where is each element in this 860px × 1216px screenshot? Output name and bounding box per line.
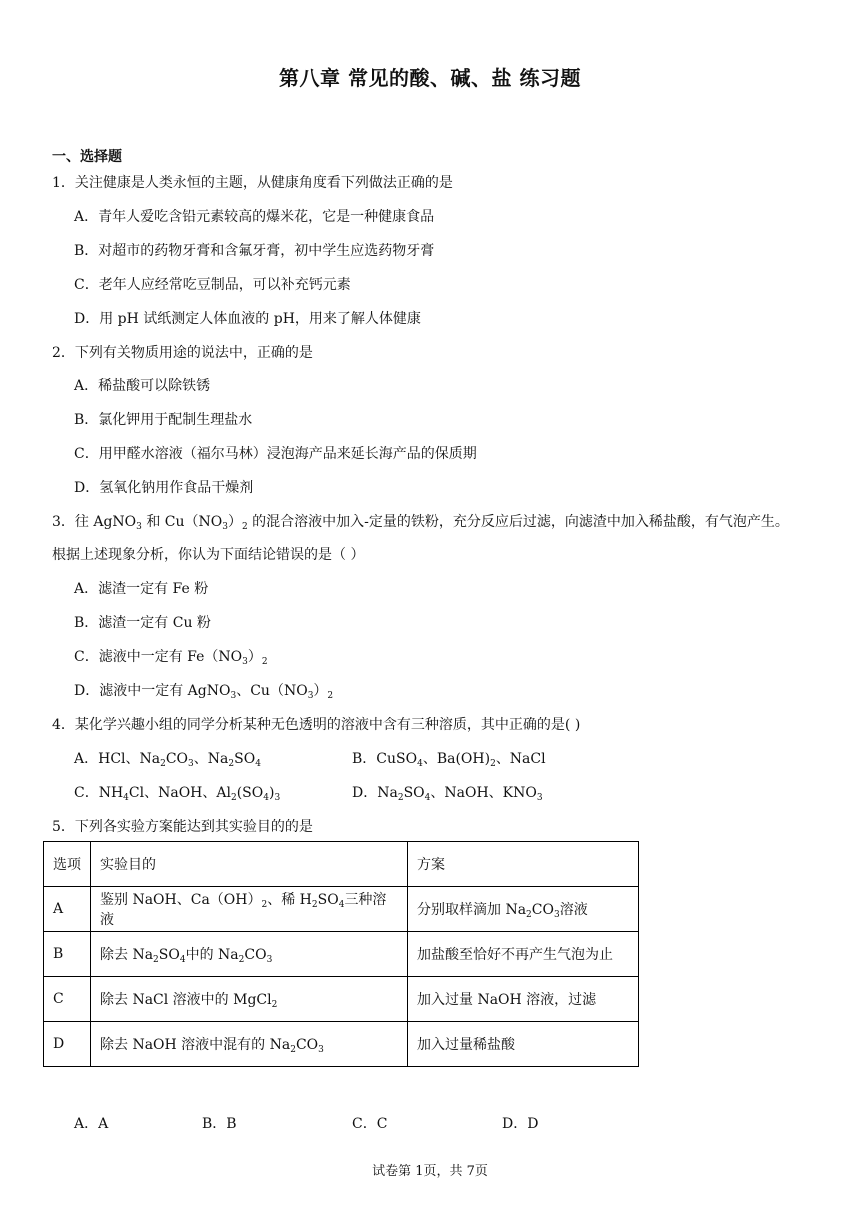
question-2-option-b: B．氯化钾用于配制生理盐水 xyxy=(74,412,253,428)
question-4-stem: 4．某化学兴趣小组的同学分析某种无色透明的溶液中含有三种溶质，其中正确的是( ) xyxy=(52,717,581,733)
table-cell-option: A xyxy=(44,887,91,932)
table-cell-plan: 加入过量稀盐酸 xyxy=(408,1022,639,1067)
table-header-cell: 实验目的 xyxy=(91,842,408,887)
question-2-stem: 2．下列有关物质用途的说法中，正确的是 xyxy=(52,345,313,361)
question-3-option-a: A．滤渣一定有 Fe 粉 xyxy=(74,581,209,597)
table-cell-option: B xyxy=(44,932,91,977)
question-5-option-c: C．C xyxy=(352,1116,388,1132)
experiment-table xyxy=(43,841,639,1067)
question-2-option-a: A．稀盐酸可以除铁锈 xyxy=(74,378,211,394)
section-heading: 一、选择题 xyxy=(52,149,122,165)
table-cell-goal: 除去 NaOH 溶液中混有的 $Na_2CO_3$ xyxy=(91,1022,408,1067)
table-row xyxy=(44,887,639,932)
table-cell-plan: 加盐酸至恰好不再产生气泡为止 xyxy=(408,932,639,977)
question-4-option-b: B．CuSO$_4$、$Ba(OH)_2$、NaCl xyxy=(352,751,546,769)
question-2-option-c: C．用甲醛水溶液（福尔马林）浸泡海产品来延长海产品的保质期 xyxy=(74,446,477,462)
question-5-stem: 5．下列各实验方案能达到其实验目的的是 xyxy=(52,819,313,835)
table-cell-option: D xyxy=(44,1022,91,1067)
table-header-cell: 方案 xyxy=(408,842,639,887)
question-5-option-b: B．B xyxy=(202,1116,237,1132)
table-row xyxy=(44,1022,639,1067)
question-1-option-d: D．用 pH 试纸测定人体血液的 pH，用来了解人体健康 xyxy=(74,311,421,327)
table-row xyxy=(44,977,639,1022)
question-5-option-d: D．D xyxy=(502,1116,539,1132)
page-footer: 试卷第 1页，共 7页 xyxy=(372,1164,488,1179)
question-3-option-c: C．滤液中一定有 $Fe(NO_3)_2$ xyxy=(74,649,268,667)
question-3-option-d: D．滤液中一定有 AgNO$_3$、$Cu(NO_3)_2$ xyxy=(74,683,334,701)
page-title: 第八章 常见的酸、碱、盐 练习题 xyxy=(279,66,581,90)
question-3-option-b: B．滤渣一定有 Cu 粉 xyxy=(74,615,211,631)
table-header-row xyxy=(44,842,639,887)
table-cell-plan: 分别取样滴加 $Na_2CO_3$溶液 xyxy=(408,887,639,932)
table-cell-goal: 除去 NaCl 溶液中的 MgCl$_2$ xyxy=(91,977,408,1022)
table-cell-plan: 加入过量 NaOH 溶液，过滤 xyxy=(408,977,639,1022)
question-1-stem: 1．关注健康是人类永恒的主题，从健康角度看下列做法正确的是 xyxy=(52,175,453,191)
question-4-option-c: C．$NH_4Cl$、NaOH、$Al_2(SO_4)_3$ xyxy=(74,785,281,803)
table-row xyxy=(44,932,639,977)
question-4-option-a: A．HCl、$Na_2CO_3$、$Na_2SO_4$ xyxy=(74,751,261,769)
question-4-option-d: D．$Na_2SO_4$、NaOH、$KNO_3$ xyxy=(352,785,543,803)
question-2-option-d: D．氢氧化钠用作食品干燥剂 xyxy=(74,480,254,496)
table-cell-goal: 鉴别 NaOH、$Ca(OH)_2$、稀 $H_2SO_4$三种溶液 xyxy=(91,887,408,932)
question-1-option-c: C．老年人应经常吃豆制品，可以补充钙元素 xyxy=(74,277,351,293)
table-cell-goal: 除去 $Na_2SO_4$中的 $Na_2CO_3$ xyxy=(91,932,408,977)
table-cell-option: C xyxy=(44,977,91,1022)
question-3-stem: 3．往 AgNO$_3$ 和 $Cu(NO_3)_2$ 的混合溶液中加入-定量的铁粉，充分反应后过滤，向滤渣中加入稀盐酸，有气泡产生。 xyxy=(52,514,789,532)
question-5-option-a: A．A xyxy=(74,1116,109,1132)
question-1-option-b: B．对超市的药物牙膏和含氟牙膏，初中学生应选药物牙膏 xyxy=(74,243,435,259)
table-header-cell: 选项 xyxy=(44,842,91,887)
question-3-stem-line2: 根据上述现象分析，你认为下面结论错误的是（ ） xyxy=(52,547,365,563)
question-1-option-a: A．青年人爱吃含铅元素较高的爆米花，它是一种健康食品 xyxy=(74,209,435,225)
